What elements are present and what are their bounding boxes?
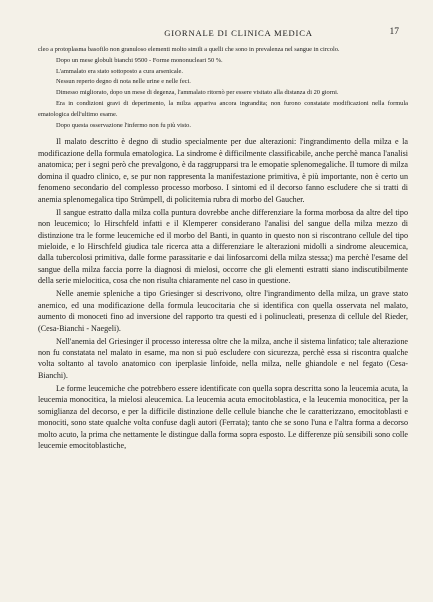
case-note: Era in condizioni gravi di deperimento, la milza appariva ancora ingrandita; non furono constatate modificazioni nella formula ematologica dell'ultimo esame. <box>38 99 408 118</box>
running-header <box>62 28 399 40</box>
body-paragraph: Il sangue estratto dalla milza colla puntura dovrebbe anche differenziare la forma morbosa da altre del tipo non leucemico; lo Hirschfeld infatti e il Klemperer considerano l'analisi del sangue della milza mezzo di distinzione tra le forme leucemiche ed il morbo del Banti, in quanto in questo non si riscontrano cellule del tipo mieloide, e lo Hirschfeld giudica tale ricerca atta a differenziare le alterazioni midolli a sindrome aleucemica, dalla tubercolosi primitiva, dalle forme parassitarie e dai linfosarcomi della milza stessa;) ma perchè l'esame del sangue della milza faccia porre la diagnosi di mielosi, occorre che gli elementi estratti siano indiscutibilmente della serie mielocitica, cosa che non risulta chiaramente nel caso in questione. <box>38 207 408 286</box>
page-body <box>38 45 408 452</box>
body-paragraph: Nelle anemie spleniche a tipo Griesinger si descrivono, oltre l'ingrandimento della milza, un grave stato anemico, ed una modificazione della formula leucocitaria che si identifica con quella osservata nel malato, aumento di monoceti fino ad inversione del rapporto tra questi ed i polinucleati, presenza di cellule del Rieder, (Cesa-Bianchi - Naegeli). <box>38 289 408 333</box>
body-paragraph: Nell'anemia del Griesinger il processo interessa oltre che la milza, anche il sistema linfatico; tale alterazione non fu constatata nel malato in esame, ma non si può escludere con sicurezza, perchè essa si riscontra qualche volta soltanto al tavolo anatomico con iperplasie linfoide, nella milza, nelle ghiandole e nel fegato (Cesa-Bianchi). <box>38 336 408 380</box>
case-note: L'ammalato era stato sottoposto a cura arsenicale. <box>56 67 183 75</box>
case-note: Dopo un mese globuli bianchi 9500 - Forme mononucleari 50 %. <box>56 56 223 64</box>
case-note: Dimesso migliorato, dopo un mese di degenza, l'ammalato ritornò per essere visitato alla distanza di 20 giorni. <box>56 89 339 97</box>
main-discussion <box>38 136 408 451</box>
page-number: 17 <box>389 27 399 37</box>
body-paragraph: Il malato descritto è degno di studio specialmente per due alterazioni: l'ingrandimento della milza e la modificazione della formula ematologica. La sindrome è difficilmente classificabile, anche perchè manca l'analisi anatomica; per i segni però che prevalgono, è da raggrupparsi tra le emopatie splenomegaliche. Il tumore di milza domina il quadro clinico, e, se pur non rappresenta la manifestazione primitiva, è più importante, non è certo un fenomeno secondario del complesso processo morboso. I sintomi ed il decorso fanno escludere che si tratti di anemia splenomegalica tipo Strümpell, di policitemia rubra di morbo del Gaucher. <box>38 137 408 204</box>
body-paragraph: Le forme leucemiche che potrebbero essere identificate con quella sopra descritta sono la leucemia acuta, la leucemia monocitica, la mielosi aleucemica. La leucemia acuta emocitoblastica, e la leucemia monocitica, per la somiglianza del decorso, e per la difficile distinzione delle cellule bianche che le caratterizzano, emocitoblasti e monociti, sono state qualche volta confuse dagli autori (Ferrata); tanto che se sono l'una e l'altra forma a decorso molto acuto, la prima che nettamente le distingue dalla forma sopra esposto. Le differenze più sensibili sono colle leucemie emocitoblastiche, <box>38 383 408 451</box>
case-note: Nessun reperto degno di nota nelle urine e nelle feci. <box>56 78 191 86</box>
case-notes <box>38 45 408 131</box>
journal-title: GIORNALE DI CLINICA MEDICA <box>164 28 313 38</box>
case-note: Dopo questa osservazione l'infermo non fu più visto. <box>56 121 191 129</box>
case-note: cleo a protoplasma basofilo non granuloso elementi molto simili a quelli che sono in prevalenza nel sangue in circolo. <box>38 46 340 53</box>
